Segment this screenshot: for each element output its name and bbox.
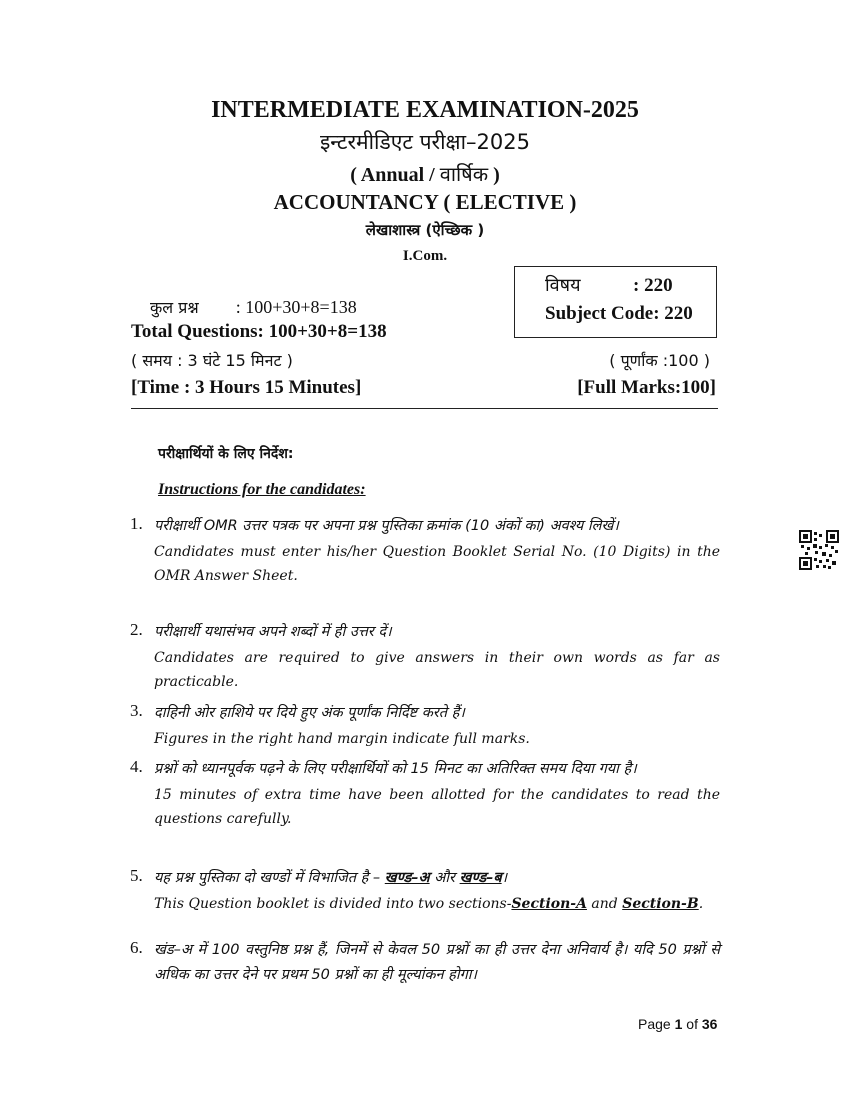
total-questions-hi-label: कुल प्रश्न (150, 298, 199, 317)
time-hi: ( समय : 3 घंटे 15 मिनट ) (131, 351, 293, 370)
page-of: of (682, 1016, 702, 1032)
text: and (586, 896, 623, 912)
instruction-text-hi: परीक्षार्थी यथासंभव अपने शब्दों में ही उत्तर दें। (154, 624, 392, 640)
instruction-text-hi (154, 866, 720, 891)
subject-label-hi: विषय (545, 275, 581, 296)
qr-code-icon (799, 530, 839, 570)
time-en: [Time : 3 Hours 15 Minutes] (131, 377, 362, 398)
item-number: 1. (130, 514, 143, 533)
item-number: 2. (130, 620, 143, 639)
instruction-item-1 (130, 514, 720, 588)
instructions-heading-en: Instructions for the candidates: (158, 481, 366, 498)
instruction-text-hi: दाहिनी ओर हाशिये पर दिये हुए अंक पूर्णांक निर्दिष्ट करते हैं। (154, 705, 465, 721)
item-number: 3. (130, 701, 143, 720)
header-divider (131, 408, 718, 409)
instruction-text-en: Candidates are required to give answers in their own words as far as practicable. (154, 650, 720, 690)
text: . (698, 896, 704, 912)
text: और (429, 870, 460, 886)
instruction-text-en: Candidates must enter his/her Question Booklet Serial No. (10 Digits) in the OMR Answer Sheet. (154, 544, 720, 584)
course-name: I.Com. (402, 248, 448, 264)
page-current: 1 (674, 1016, 683, 1032)
annual-close: ) (488, 164, 500, 186)
item-number: 4. (130, 757, 143, 776)
item-number: 6. (130, 938, 143, 957)
instructions-heading-hi: परीक्षार्थियों के लिए निर्देश: (158, 446, 294, 462)
instruction-text-en: 15 minutes of extra time have been allotted for the candidates to read the questions carefully. (154, 787, 720, 827)
instruction-text-hi: परीक्षार्थी OMR उत्तर पत्रक पर अपना प्रश्न पुस्तिका क्रमांक (10 अंकों का) अवश्य लिखें। (154, 518, 619, 534)
section-a-hi: खण्ड–अ (384, 870, 430, 886)
instruction-item-3 (130, 701, 720, 751)
section-a-en: Section-A (511, 896, 587, 912)
full-marks-en: [Full Marks:100] (577, 377, 716, 398)
page-total: 36 (701, 1016, 718, 1032)
total-questions-en: Total Questions: 100+30+8=138 (131, 321, 387, 342)
instruction-text-en (154, 892, 720, 916)
page-prefix: Page (638, 1016, 675, 1032)
instruction-text-en: Figures in the right hand margin indicate full marks. (154, 731, 530, 747)
exam-type (0, 160, 850, 187)
total-questions-hi-value: : 100+30+8=138 (235, 297, 357, 317)
instruction-text-hi: खंड–अ में 100 वस्तुनिष्ठ प्रश्न हैं, जिनमें से केवल 50 प्रश्नों का ही उत्तर देना अनिवार्य है। यदि 50 प्रश्नों से अधिक का उत्तर देने पर प्रथम 50 प्रश्नों का ही मूल्यांकन होगा। (154, 942, 720, 983)
full-marks-hi: ( पूर्णांक :100 ) (609, 351, 710, 370)
annual-hi: वार्षिक (439, 162, 489, 186)
item-number: 5. (130, 866, 143, 885)
section-b-hi: खण्ड–ब (459, 870, 502, 886)
exam-title-hi: इन्टरमीडिएट परीक्षा–2025 (319, 130, 531, 154)
exam-title-en: INTERMEDIATE EXAMINATION-2025 (211, 97, 639, 123)
subject-title-en: ACCOUNTANCY ( ELECTIVE ) (273, 190, 577, 214)
text: । (501, 870, 508, 886)
subject-code-en: Subject Code: 220 (545, 303, 693, 324)
instruction-item-5 (130, 866, 720, 916)
section-b-en: Section-B (622, 896, 699, 912)
instruction-item-2 (130, 620, 720, 694)
page-number (638, 1016, 717, 1032)
subject-title-hi: लेखाशास्त्र (ऐच्छिक ) (365, 221, 485, 239)
subject-value-hi: : 220 (633, 275, 673, 296)
instruction-item-6 (130, 938, 720, 988)
total-questions-hi (150, 296, 357, 318)
instruction-text-hi: प्रश्नों को ध्यानपूर्वक पढ़ने के लिए परीक्षार्थियों को 15 मिनट का अतिरिक्त समय दिया गया है। (154, 761, 637, 777)
text: यह प्रश्न पुस्तिका दो खण्डों में विभाजित है – (154, 870, 385, 886)
subject-code-box (514, 266, 717, 338)
annual-open: ( Annual / (350, 164, 440, 186)
instruction-item-4 (130, 757, 720, 831)
text: This Question booklet is divided into two sections- (154, 896, 512, 912)
